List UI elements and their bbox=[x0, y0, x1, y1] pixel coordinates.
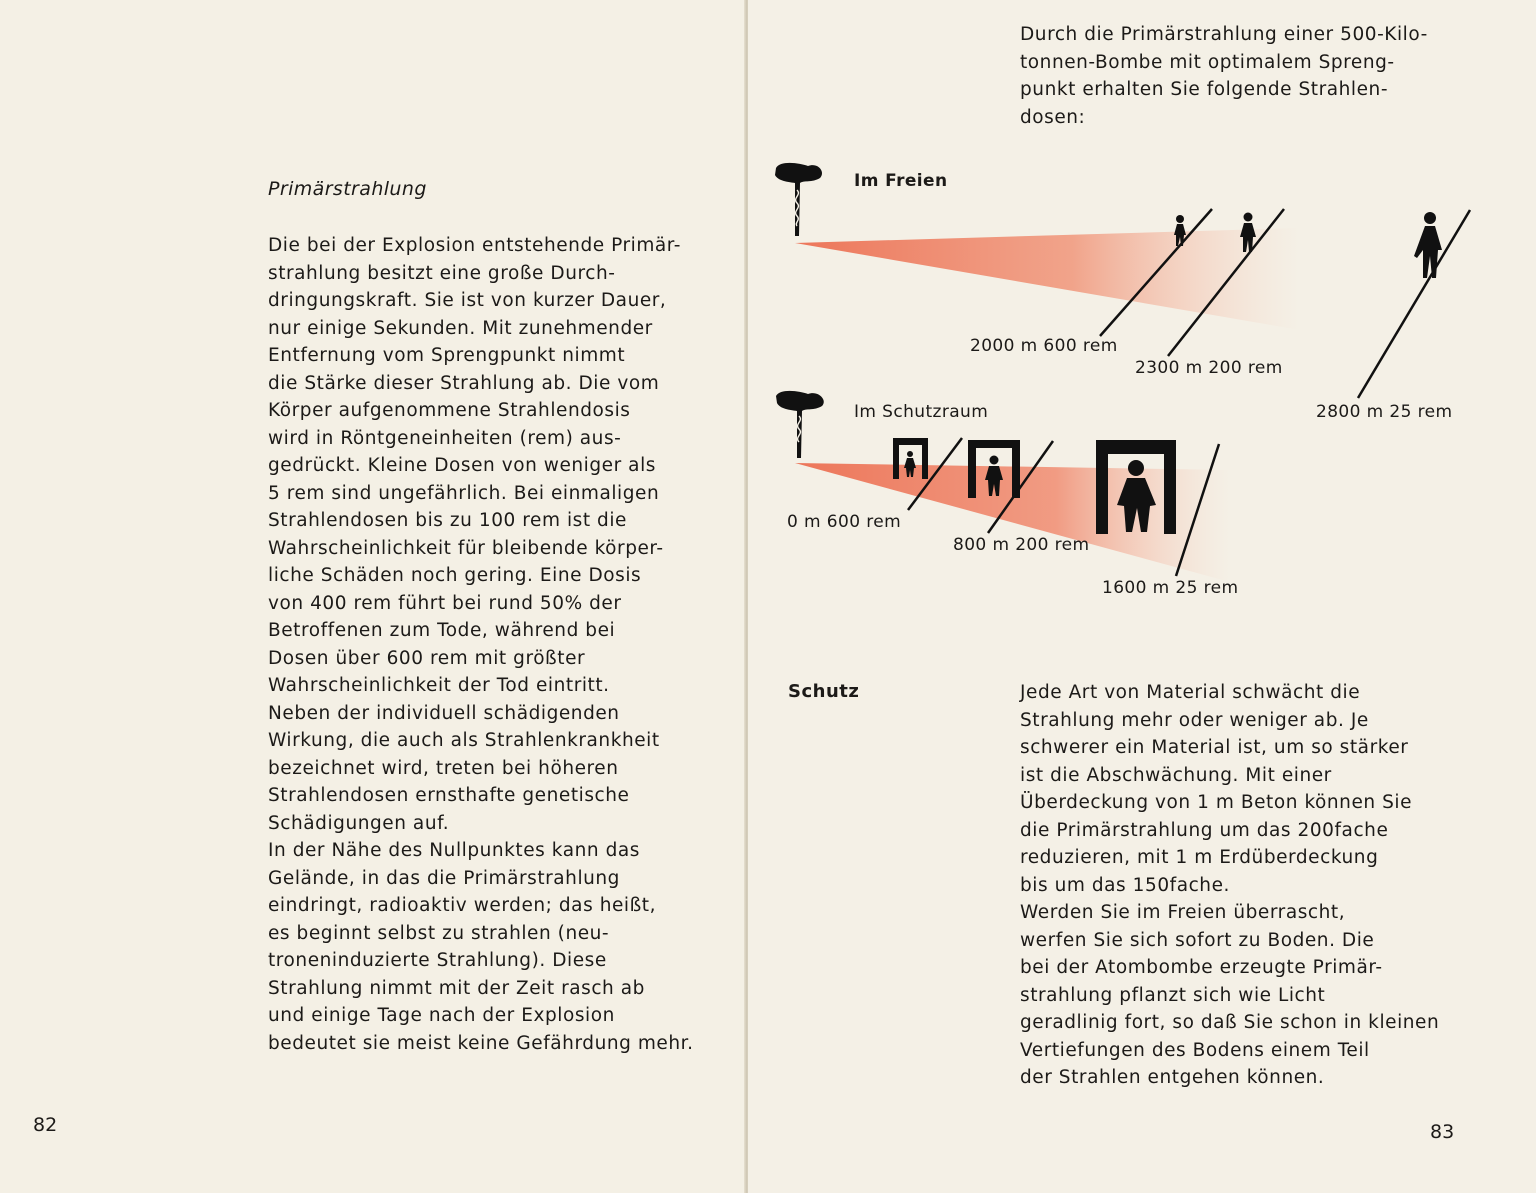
text-line: Wirkung, die auch als Strahlenkrankheit bbox=[268, 730, 660, 751]
left-body-text bbox=[268, 232, 694, 1057]
text-line: Strahlung nimmt mit der Zeit rasch ab bbox=[268, 977, 645, 999]
text-line: wird in Röntgeneinheiten (rem) aus- bbox=[268, 427, 622, 449]
section-heading-schutz: Schutz bbox=[788, 681, 860, 702]
open-air-scene bbox=[775, 163, 1470, 398]
text-line: Wahrscheinlichkeit der Tod eintritt. bbox=[268, 675, 610, 696]
text-line: strahlung pflanzt sich wie Licht bbox=[1020, 984, 1326, 1006]
text-line: eindringt, radioaktiv werden; das heißt, bbox=[268, 895, 657, 916]
text-line: werfen Sie sich sofort zu Boden. Die bbox=[1020, 929, 1375, 951]
left-page bbox=[0, 0, 746, 1193]
text-line: ist die Abschwächung. Mit einer bbox=[1020, 764, 1332, 786]
text-line: bedeutet sie meist keine Gefährdung mehr. bbox=[268, 1032, 694, 1054]
page-number-left: 82 bbox=[33, 1114, 58, 1136]
text-line: liche Schäden noch gering. Eine Dosis bbox=[268, 565, 642, 586]
text-line: bis um das 150fache. bbox=[1020, 874, 1230, 896]
text-line: dringungskraft. Sie ist von kurzer Dauer, bbox=[268, 290, 667, 311]
shelter-icon bbox=[893, 438, 928, 479]
text-line: der Strahlen entgehen können. bbox=[1020, 1067, 1325, 1088]
diagram-intro-text bbox=[1020, 21, 1428, 131]
text-line: Überdeckung von 1 m Beton können Sie bbox=[1020, 792, 1413, 813]
text-line: Betroffenen zum Tode, während bei bbox=[268, 620, 616, 641]
label-open-air: Im Freien bbox=[854, 171, 948, 191]
label-shelter: Im Schutzraum bbox=[854, 402, 989, 422]
text-line: Entfernung vom Sprengpunkt nimmt bbox=[268, 345, 626, 366]
mushroom-cloud-icon bbox=[776, 391, 824, 458]
marker-label: 2000 m 600 rem bbox=[970, 336, 1118, 356]
text-line: die Stärke dieser Strahlung ab. Die vom bbox=[268, 372, 660, 394]
text-line: Strahlendosen ernsthafte genetische bbox=[268, 785, 630, 806]
marker-label: 0 m 600 rem bbox=[787, 512, 902, 532]
radiation-ray-open-air bbox=[795, 228, 1300, 330]
text-line: troneninduzierte Strahlung). Diese bbox=[268, 950, 607, 971]
text-line: Strahlendosen bis zu 100 rem ist die bbox=[268, 510, 627, 531]
text-line: es beginnt selbst zu strahlen (neu- bbox=[268, 922, 610, 944]
text-line: nur einige Sekunden. Mit zunehmender bbox=[268, 317, 653, 339]
text-line: schwerer ein Material ist, um so stärker bbox=[1020, 737, 1409, 758]
text-line: dosen: bbox=[1020, 106, 1086, 128]
text-line: Jede Art von Material schwächt die bbox=[1020, 682, 1361, 703]
text-line: Gelände, in das die Primärstrahlung bbox=[268, 867, 620, 889]
text-line: Wahrscheinlichkeit für bleibende körper- bbox=[268, 537, 664, 559]
text-line: Werden Sie im Freien überrascht, bbox=[1020, 902, 1346, 923]
text-line: Körper aufgenommene Strahlendosis bbox=[268, 400, 631, 421]
marker-label: 2300 m 200 rem bbox=[1135, 358, 1283, 378]
text-line: Dosen über 600 rem mit größter bbox=[268, 647, 586, 669]
text-line: Neben der individuell schädigenden bbox=[268, 702, 620, 724]
person-icon bbox=[1414, 212, 1442, 278]
section-heading-primaerstrahlung: Primärstrahlung bbox=[268, 178, 427, 200]
text-line: Schädigungen auf. bbox=[268, 812, 450, 834]
text-line: punkt erhalten Sie folgende Strahlen- bbox=[1020, 79, 1389, 100]
text-line: 5 rem sind ungefährlich. Bei einmaligen bbox=[268, 482, 660, 504]
marker-label: 1600 m 25 rem bbox=[1102, 578, 1239, 598]
page-number-right: 83 bbox=[1430, 1121, 1455, 1143]
text-line: reduzieren, mit 1 m Erdüberdeckung bbox=[1020, 847, 1379, 868]
text-line: Strahlung mehr oder weniger ab. Je bbox=[1020, 709, 1369, 731]
text-line: bezeichnet wird, treten bei höheren bbox=[268, 757, 619, 779]
text-line: In der Nähe des Nullpunktes kann das bbox=[268, 840, 640, 861]
mushroom-cloud-icon bbox=[775, 163, 822, 236]
marker-label: 2800 m 25 rem bbox=[1316, 402, 1453, 422]
text-line: von 400 rem führt bei rund 50% der bbox=[268, 592, 622, 614]
text-line: gedrückt. Kleine Dosen von weniger als bbox=[268, 455, 656, 476]
text-line: tonnen-Bombe mit optimalem Spreng- bbox=[1020, 51, 1395, 73]
text-line: und einige Tage nach der Explosion bbox=[268, 1005, 615, 1026]
text-line: Durch die Primärstrahlung einer 500-Kilo- bbox=[1020, 24, 1428, 45]
right-body-text bbox=[1020, 679, 1439, 1092]
text-line: bei der Atombombe erzeugte Primär- bbox=[1020, 957, 1383, 978]
text-line: geradlinig fort, so daß Sie schon in kleinen bbox=[1020, 1012, 1440, 1033]
text-line: strahlung besitzt eine große Durch- bbox=[268, 262, 616, 284]
distance-marker-line bbox=[1358, 210, 1470, 398]
text-line: Vertiefungen des Bodens einem Teil bbox=[1020, 1039, 1370, 1061]
marker-label: 800 m 200 rem bbox=[953, 535, 1090, 555]
radiation-dose-diagram bbox=[760, 150, 1480, 610]
text-line: Die bei der Explosion entstehende Primär- bbox=[268, 235, 682, 256]
text-line: die Primärstrahlung um das 200fache bbox=[1020, 819, 1389, 841]
